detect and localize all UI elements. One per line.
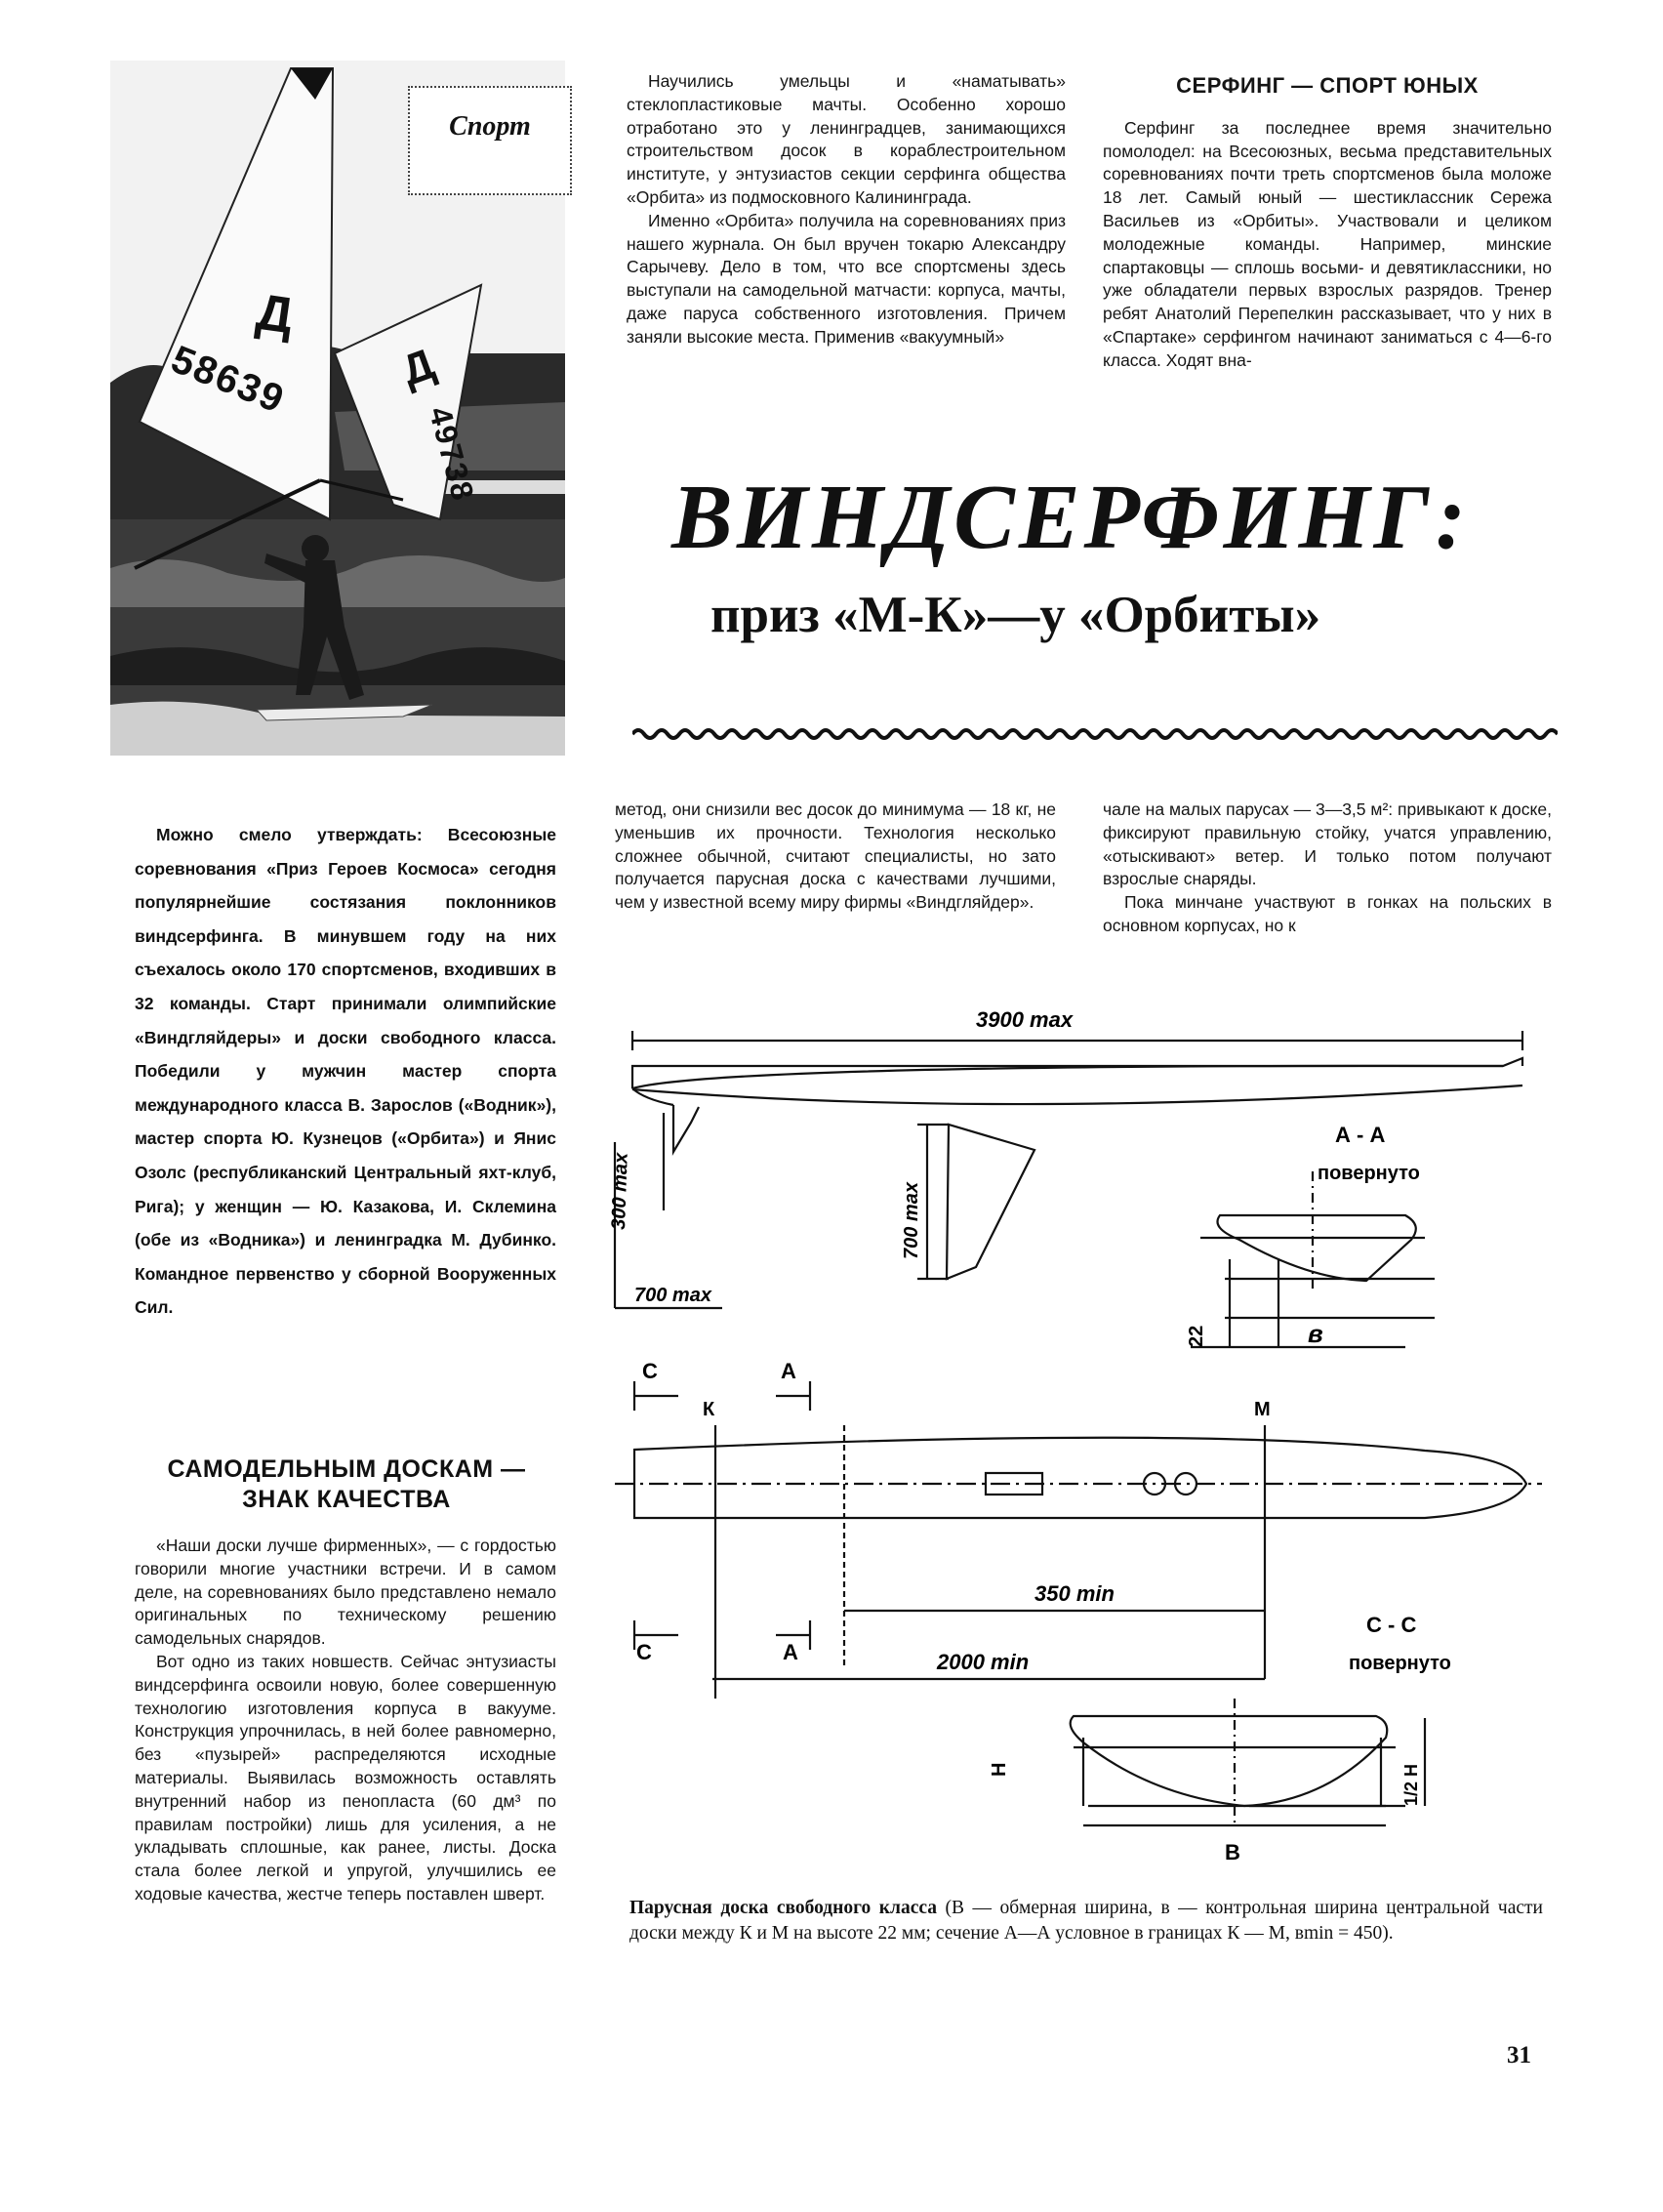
figure-caption-title: Парусная доска свободного класса [629, 1898, 938, 1918]
quality-heading: САМОДЕЛЬНЫМ ДОСКАМ — ЗНАК КАЧЕСТВА [167, 1455, 526, 1513]
sail-letter-2: Д [395, 340, 441, 395]
dim-fin: 700 max [901, 1182, 922, 1259]
label-b-small: в [1308, 1319, 1323, 1348]
dim-2000: 2000 min [937, 1650, 1030, 1674]
label-c-top: С [642, 1359, 658, 1383]
page-number: 31 [1507, 2042, 1531, 2069]
quality-p1: «Наши доски лучше фирменных», — с гордостью говорили многие участники встречи. И в самом деле, на соревнованиях было представлено немало оригинальных по техническому решению самодельных снарядов. [135, 1536, 556, 1649]
label-a-bottom: А [783, 1640, 798, 1664]
label-m: М [1254, 1399, 1271, 1420]
sail-letter-1: Д [253, 283, 297, 346]
youth-column [1103, 74, 1552, 373]
board-drawing [605, 996, 1562, 1894]
dim-skeg-l: 700 max [634, 1285, 711, 1306]
label-B: В [1225, 1840, 1240, 1864]
top-column-1 [627, 70, 1066, 349]
youth-text: Серфинг за последнее время значительно помолодел: на Всесоюзных, весьма представительных соревнованиях почти треть спортсменов была моложе 18 лет. Самый юный — шестиклассник Сережа Васильев из «Орбиты». Участвовали и целиком молодежные команды. Например, минские спартаковцы — сплошь восьми- и девятиклассники, но уже обладатели первых взрослых разрядов. Тренер ребят Анатолий Перепелкин рассказывает, что у них в «Спартаке» серфингом начинают заниматься с 4—6-го класса. Ходят вна- [1103, 117, 1552, 370]
sail-number-2: 49738 [422, 402, 482, 506]
page-subtitle: приз «М-К»—у «Орбиты» [710, 587, 1321, 643]
dim-skeg-h: 300 max [608, 1152, 632, 1231]
label-c-bottom: С [636, 1640, 652, 1664]
quality-column [135, 1535, 556, 1906]
rubric-box [408, 86, 572, 195]
top-column-1-p2: Именно «Орбита» получила на соревнованиях приз нашего журнала. Он был вручен токарю Александру Сарычеву. Дело в том, что все спортсмены здесь выступали на самодельной матчасти: корпуса, мачты, даже паруса собственного изготовления. Причем заняли высокие места. Применив «вакуумный» [627, 210, 1066, 347]
youth-cont-text-2: Пока минчане участвуют в гонках на польских в основном корпусах, но к [1103, 892, 1552, 935]
section-cc-label: С - С [1366, 1613, 1417, 1637]
dim-22: 22 [1186, 1325, 1207, 1347]
quality-p2: Вот одно из таких новшеств. Сейчас энтузиасты виндсерфинга освоили новую, более совершенную технологию изготовления корпуса в вакууме. Конструкция упрочнилась, в ней более равномерно, без «пузырей» распределяются исходные материалы. Выявилась возможность оставлять внутренний набор из пенопласта (60 дм³ по правилам постройки) лишь для усиления, а не укладывать сплошные, как ранее, листы. Доска стала более легкой и упругой, улучшились ее ходовые качества, жестче теперь поставлен шверт. [135, 1651, 556, 1904]
sail-number-1: 58639 [165, 337, 292, 423]
label-a-top: А [781, 1359, 796, 1383]
label-k: К [703, 1399, 715, 1420]
label-half-h: 1/2 Н [1401, 1763, 1421, 1806]
dim-350: 350 min [1034, 1581, 1115, 1606]
youth-cont-column [1103, 799, 1552, 938]
section-aa-label: А - А [1335, 1123, 1386, 1147]
youth-heading: СЕРФИНГ — СПОРТ ЮНЫХ [1176, 73, 1479, 98]
dim-length: 3900 max [976, 1007, 1074, 1032]
label-h: Н [989, 1762, 1010, 1777]
rubric-label: Спорт [449, 111, 531, 142]
mid-column-text: метод, они снизили вес досок до минимума — 18 кг, не уменьшив их прочности. Технология несколько сложнее обычной, считают специалисты, но зато получается парусная доска с качествами лучшими, чем у известной всему миру фирмы «Виндгляйдер». [615, 799, 1056, 913]
section-aa-note: повернуто [1318, 1163, 1420, 1184]
mid-column [615, 799, 1056, 915]
page-title: ВИНДСЕРФИНГ: [671, 467, 1470, 568]
figure-caption [629, 1896, 1543, 1946]
top-column-1-p1: Научились умельцы и «наматывать» стеклопластиковые мачты. Особенно хорошо отработано это у ленинградцев, занимающихся строительством досок в кораблестроительном институте, у энтузиастов секции серфинга общества «Орбита» из подмосковного Калининграда. [627, 71, 1066, 207]
section-cc-note: повернуто [1349, 1653, 1451, 1674]
youth-cont-text: чале на малых парусах — 3—3,5 м²: привыкают к доске, фиксируют правильную стойку, учатся управлению, «отыскивают» ветер. И только потом получают взрослые снаряды. [1103, 799, 1552, 889]
figure-caption-text: (В — обмерная ширина, в — контрольная ширина центральной части доски между К и М на высоте 22 мм; сечение А—А условное в границах К — М, вmin = 450). [629, 1898, 1543, 1944]
lede-text: Можно смело утверждать: Всесоюзные соревнования «Приз Героев Космоса» сегодня популярнейшие состязания поклонников виндсерфинга. В минувшем году на них съехалось около 170 спортсменов, входивших в 32 команды. Старт принимали олимпийские «Виндгляйдеры» и доски свободного класса. Победили у мужчин мастер спорта международного класса В. Зарослов («Водник»), мастер спорта Ю. Кузнецов («Орбита») и Янис Озолс (республиканский Центральный яхт-клуб, Рига); у женщин — Ю. Казакова, И. Склемина (обе из «Водника») и ленинградка М. Дубинко. Командное первенство у сборной Вооруженных Сил. [135, 825, 556, 1318]
wavy-divider [632, 724, 1558, 744]
lede-column [135, 818, 556, 1325]
